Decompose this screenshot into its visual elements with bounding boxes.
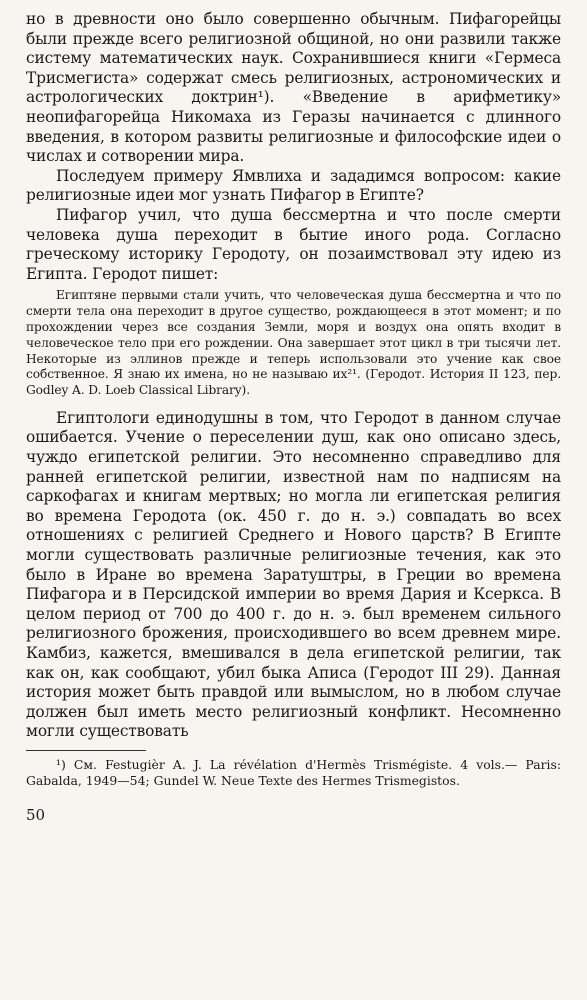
book-page <box>26 10 561 824</box>
paragraph-2: Последуем примеру Ямвлиха и зададимся вопросом: какие религиозные идеи мог узнать Пифагор в Египте? <box>26 166 561 205</box>
paragraph-3: Пифагор учил, что душа бессмертна и что после смерти человека душа переходит в бытие иного рода. Согласно греческому историку Геродоту, он позаимствовал эту идею из Египта. Геродот пишет: <box>26 205 561 283</box>
footnote: ¹) См. Festugièr A. J. La révélation d'Hermès Trismégiste. 4 vols.— Paris: Gabalda, 1949—54; Gundel W. Neue Texte des Hermes Trismegistos. <box>26 756 561 788</box>
page-number: 50 <box>26 806 46 825</box>
herodotus-quote: Египтяне первыми стали учить, что человеческая душа бессмертна и что по смерти тела она переходит в другое существо, рождающееся в этот момент; и по прохождении через все создания Земли, моря и воздух она опять входит в человеческое тело при его рождении. Она завершает этот цикл в три тысячи лет. Некоторые из эллинов прежде и теперь использовали это учение как свое собственное. Я знаю их имена, но не называю их²¹. (Геродот. История II 123, пер. Godley A. D. Loeb Classical Library). <box>26 288 561 398</box>
paragraph-1: но в древности оно было совершенно обычным. Пифагорейцы были прежде всего религиозной общиной, но они развили также систему математических наук. Сохранившиеся книги «Гермеса Трисмегиста» содержат смесь религиозных, астрономических и астрологических доктрин¹). «Введение в арифметику» неопифагорейца Никомаха из Геразы начинается с длинного введения, в котором развиты религиозные и философские идеи о числах и сотворении мира. <box>26 10 561 166</box>
paragraph-4: Египтологи единодушны в том, что Геродот в данном случае ошибается. Учение о переселении душ, как оно описано здесь, чуждо египетской религии. Это несомненно справедливо для ранней египетской религии, известной нам по надписям на саркофагах и книгам мертвых; но могла ли египетская религия во времена Геродота (ок. 450 г. до н. э.) совпадать во всех отношениях с религией Среднего и Нового царств? В Египте могли существовать различные религиозные течения, как это было в Иране во времена Заратуштры, в Греции во времена Пифагора и в Персидской империи во время Дария и Ксеркса. В целом период от 700 до 400 г. до н. э. был временем сильного религиозного брожения, происходившего во всем древнем мире. Камбиз, кажется, вмешивался в дела египетской религии, так как он, как сообщают, убил быка Аписа (Геродот III 29). Данная история может быть правдой или вымыслом, но в любом случае должен был иметь место религиозный конфликт. Несомненно могли существовать <box>26 408 561 741</box>
footnote-divider <box>26 750 146 751</box>
